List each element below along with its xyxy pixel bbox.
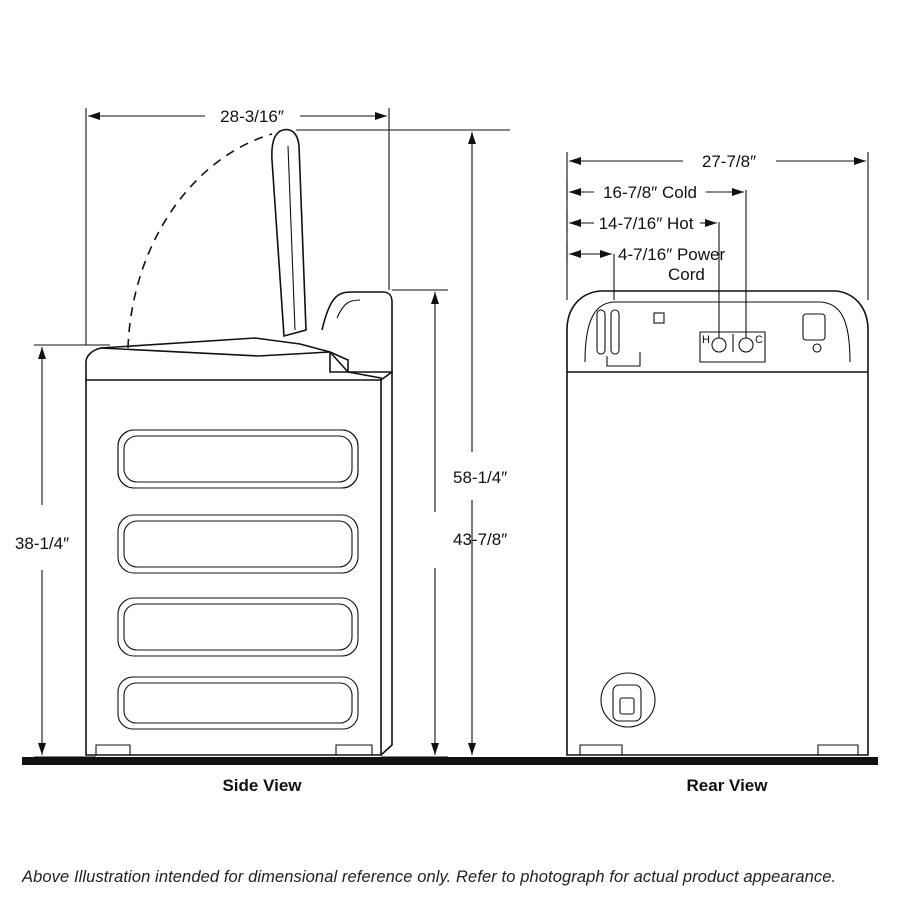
arrow-width-left [569, 157, 581, 165]
arrow-depth-left [88, 112, 100, 120]
rear-left-foot [580, 745, 622, 755]
rear-vent-slot-2 [611, 310, 619, 354]
side-view-label: Side View [222, 776, 302, 795]
side-cabinet-back-panel [381, 372, 392, 755]
side-view-group [15, 107, 510, 795]
side-console-outline [322, 292, 392, 372]
dim-label-hot-inlet: 14-7/16″ Hot [598, 214, 694, 233]
side-lid-open-crease [288, 146, 295, 330]
rear-vent-slot-1 [597, 310, 605, 354]
arrow-38-bottom [38, 743, 46, 755]
rear-drain-port-inner [620, 698, 634, 714]
arrow-depth-right [375, 112, 387, 120]
side-panel-groove-1-inset [124, 436, 352, 482]
rear-drain-port-plate [613, 685, 641, 721]
rear-view-group [567, 152, 868, 795]
rear-outlet-screw [813, 344, 821, 352]
side-panel-groove-3-inset [124, 604, 352, 650]
arrow-power-right [600, 250, 612, 258]
side-panel-groove-2-inset [124, 521, 352, 567]
rear-right-foot [818, 745, 858, 755]
side-panel-groove-1-inner [118, 430, 358, 488]
hot-inlet-port [712, 338, 726, 352]
dim-label-height-lid-open: 58-1/4″ [453, 468, 508, 487]
dim-label-power-cord: 4-7/16″ Power [618, 245, 726, 264]
rear-marker-square [654, 313, 664, 323]
dim-label-power-cord-line2: Cord [668, 265, 705, 284]
side-console-detail [337, 300, 360, 318]
side-rear-foot [336, 745, 372, 755]
rear-cabinet-outline [567, 372, 868, 755]
rear-console-bracket [607, 352, 640, 366]
lid-swing-arc [128, 134, 272, 348]
hot-port-letter: H [702, 334, 710, 346]
cold-inlet-port [739, 338, 753, 352]
arrow-58-top [468, 132, 476, 144]
dim-label-overall-width: 27-7/8″ [701, 152, 757, 171]
side-panel-groove-1 [118, 430, 358, 488]
side-panel-groove-4-inset [124, 683, 352, 723]
arrow-width-right [854, 157, 866, 165]
rear-view-label: Rear View [686, 776, 768, 795]
illustration-footnote: Above Illustration intended for dimensional reference only. Refer to photograph for actual product appearance. [22, 868, 837, 886]
dim-label-overall-depth: 28-3/16″ [220, 107, 284, 126]
arrow-power-left [569, 250, 581, 258]
cold-port-letter: C [755, 334, 763, 346]
side-front-foot [96, 745, 130, 755]
side-lid-edge [101, 348, 330, 356]
arrow-43-top [431, 292, 439, 304]
rear-drain-port-outer [601, 673, 655, 727]
arrow-43-bottom [431, 743, 439, 755]
arrow-38-top [38, 347, 46, 359]
floor-line [22, 757, 878, 765]
arrow-hot-right [705, 219, 717, 227]
rear-power-cord-outlet [803, 314, 825, 340]
side-panel-groove-2 [118, 515, 358, 573]
dim-label-cabinet-height: 38-1/4″ [14, 534, 70, 553]
dim-label-cold-inlet: 16-7/8″ Cold [603, 183, 697, 202]
side-panel-groove-3 [118, 598, 358, 656]
arrow-cold-left [569, 188, 581, 196]
arrow-hot-left [569, 219, 581, 227]
side-panel-groove-4 [118, 677, 358, 729]
arrow-58-bottom [468, 743, 476, 755]
arrow-cold-right [732, 188, 744, 196]
dim-label-height-lid-closed: 43-7/8″ [453, 530, 508, 549]
